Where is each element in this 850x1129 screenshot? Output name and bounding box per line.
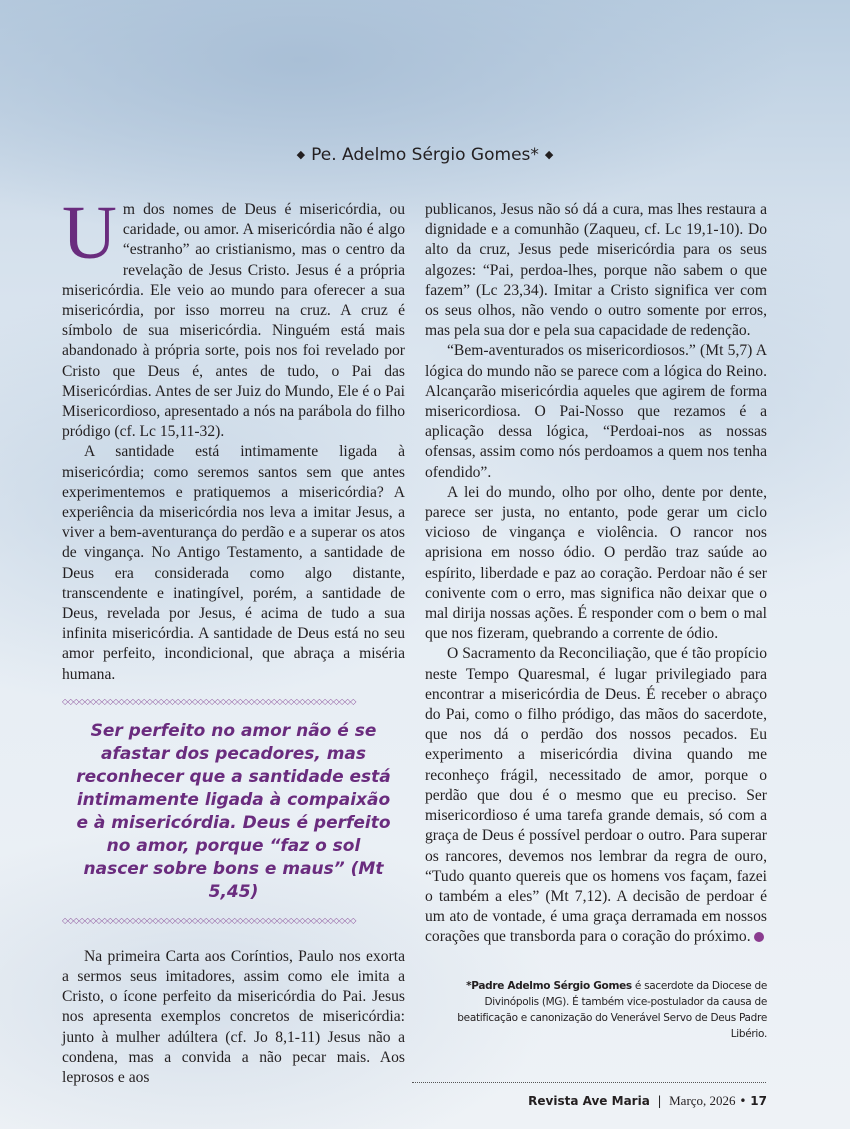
paragraph: “Bem-aventurados os misericordiosos.” (Mt 5,7) A lógica do mundo não se parece com a lógica do Reino. Alcançarão misericórdia aqueles que agirem de forma misericordiosa. O Pai-Nosso que rezamos é a aplicação dessa lógica, “Perdoai-nos as nossas ofensas, assim como nós perdoamos a quem nos tenha ofendido”. bbox=[425, 342, 767, 481]
left-column-bottom bbox=[62, 947, 405, 1088]
diamond-divider: ◇◇◇◇◇◇◇◇◇◇◇◇◇◇◇◇◇◇◇◇◇◇◇◇◇◇◇◇◇◇◇◇◇◇◇◇◇◇◇◇◇◇◇◇◇◇◇◇◇◇◇◇ bbox=[62, 696, 356, 706]
left-column-wrap bbox=[62, 191, 405, 1088]
pull-quote-text: Ser perfeito no amor não é se afastar dos pecadores, mas reconhecer que a santidade está intimamente ligada à compaixão e à misericórdia. Deus é perfeito no amor, porque “faz o sol nascer sobre bons e maus” (Mt 5,45) bbox=[76, 720, 391, 902]
footer-divider bbox=[412, 1082, 766, 1083]
left-column bbox=[62, 191, 405, 685]
footer-separator: | bbox=[657, 1093, 662, 1108]
footer-bullet: • bbox=[739, 1093, 747, 1108]
drop-cap: U bbox=[62, 191, 117, 275]
paragraph: publicanos, Jesus não só dá a cura, mas lhes restaura a dignidade e a comunhão (Zaqueu, cf. Lc 19,1-10). Do alto da cruz, Jesus pede misericórdia para os seus algozes: “Pai, perdoa-lhes, porque não sabem o que fazem” (Lc 23,34). Imitar a Cristo significa ver com os seus olhos, não vendo o outro somente por erros, mas pela sua dor e pela sua capacidade de redenção. bbox=[425, 201, 767, 340]
bio-text: é sacerdote da Diocese de Divinópolis (MG). É também vice-postulador da causa de beatificação e canonização do Venerável Servo de Deus Padre Libério. bbox=[457, 979, 767, 1040]
author-name: Pe. Adelmo Sérgio Gomes* bbox=[311, 145, 539, 165]
paragraph: A santidade está intimamente ligada à misericórdia; como seremos santos sem que antes experimentemos e pratiquemos a misericórdia? A experiência da misericórdia nos leva a imitar Jesus, a viver a bem-aventurança do perdão e a superar os atos de vingança. No Antigo Testamento, a santidade de Deus era considerada como algo distante, transcendente e inatingível, porém, a santidade de Deus, revelada por Jesus, é acima de tudo a sua infinita misericórdia. A santidade de Deus está no seu amor perfeito, incondicional, que abraça a miséria humana. bbox=[62, 443, 405, 683]
page-number: 17 bbox=[750, 1093, 767, 1108]
paragraph-text: O Sacramento da Reconciliação, que é tão propício neste Tempo Quaresmal, é lugar privilegiado para encontrar a misericórdia de Deus. É receber o abraço do Pai, como o filho pródigo, das mãos do sacerdote, que nos dá o perdão dos nossos pecados. Eu experimento a misericórdia divina quando me reconheço frágil, necessitado de amor, porque o perdão que dou é o mesmo que eu preciso. Ser misericordioso é uma tarefa grande demais, só com a graça de Deus é possível perdoar o outro. Para superar os rancores, devemos nos lembrar da regra de ouro, “Tudo quanto quereis que os homens vos façam, fazei o também a eles” (Mt 7,12). A decisão de perdoar é um ato de vontade, é uma graça derramada em nossos corações que transborda para o coração do próximo. bbox=[425, 645, 767, 946]
article-body bbox=[0, 191, 850, 1129]
paragraph bbox=[62, 191, 405, 442]
author-byline bbox=[0, 0, 850, 170]
issue-date: Março, 2026 bbox=[669, 1092, 736, 1108]
end-mark-icon bbox=[754, 932, 764, 942]
page-footer bbox=[425, 1093, 767, 1109]
paragraph: A lei do mundo, olho por olho, dente por dente, parece ser justa, no entanto, pode gerar um ciclo vicioso de vingança e violência. O rancor nos aprisiona em nosso ódio. O perdão traz saúde ao espírito, liberdade e paz ao coração. Perdoar não é ser conivente com o erro, mas significa não deixar que o mal dirija nossas ações. É responder com o bem o mal que nos fizeram, quebrando a corrente de ódio. bbox=[425, 483, 767, 643]
paragraph-text: m dos nomes de Deus é misericórdia, ou caridade, ou amor. A misericórdia não é algo “estranho” ao cristianismo, mas o centro da revelação de Jesus Cristo. Jesus é a própria misericórdia. Ele veio ao mundo para oferecer a sua misericórdia, por isso morreu na cruz. A cruz é símbolo de sua misericórdia. Ninguém está mais abandonado à própria sorte, pois nos foi revelado por Cristo que Deus é, antes de tudo, o Pai das Misericórdias. Antes de ser Juiz do Mundo, Ele é o Pai Misericordioso, apresentado a nós na parábola do filho pródigo (cf. Lc 15,11-32). bbox=[62, 201, 405, 441]
right-column-wrap bbox=[425, 200, 767, 1129]
diamond-icon: ◆ bbox=[544, 148, 554, 161]
magazine-name: Revista Ave Maria bbox=[528, 1093, 650, 1108]
bio-name: *Padre Adelmo Sérgio Gomes bbox=[466, 979, 632, 992]
author-bio bbox=[425, 978, 767, 1042]
right-column bbox=[425, 200, 767, 948]
diamond-divider: ◇◇◇◇◇◇◇◇◇◇◇◇◇◇◇◇◇◇◇◇◇◇◇◇◇◇◇◇◇◇◇◇◇◇◇◇◇◇◇◇◇◇◇◇◇◇◇◇◇◇◇◇ bbox=[62, 915, 356, 925]
spacer bbox=[425, 1042, 767, 1082]
diamond-icon: ◆ bbox=[296, 148, 306, 161]
paragraph: Na primeira Carta aos Coríntios, Paulo nos exorta a sermos seus imitadores, assim como ele imita a Cristo, o ícone perfeito da misericórdia do Pai. Jesus nos apresenta exemplos concretos de misericórdia: junto à mulher adúltera (cf. Jo 8,1-11) Jesus não a condena, mas a convida a não pecar mais. Aos leprosos e aos bbox=[62, 947, 405, 1087]
paragraph bbox=[425, 644, 767, 947]
pull-quote bbox=[62, 697, 405, 925]
